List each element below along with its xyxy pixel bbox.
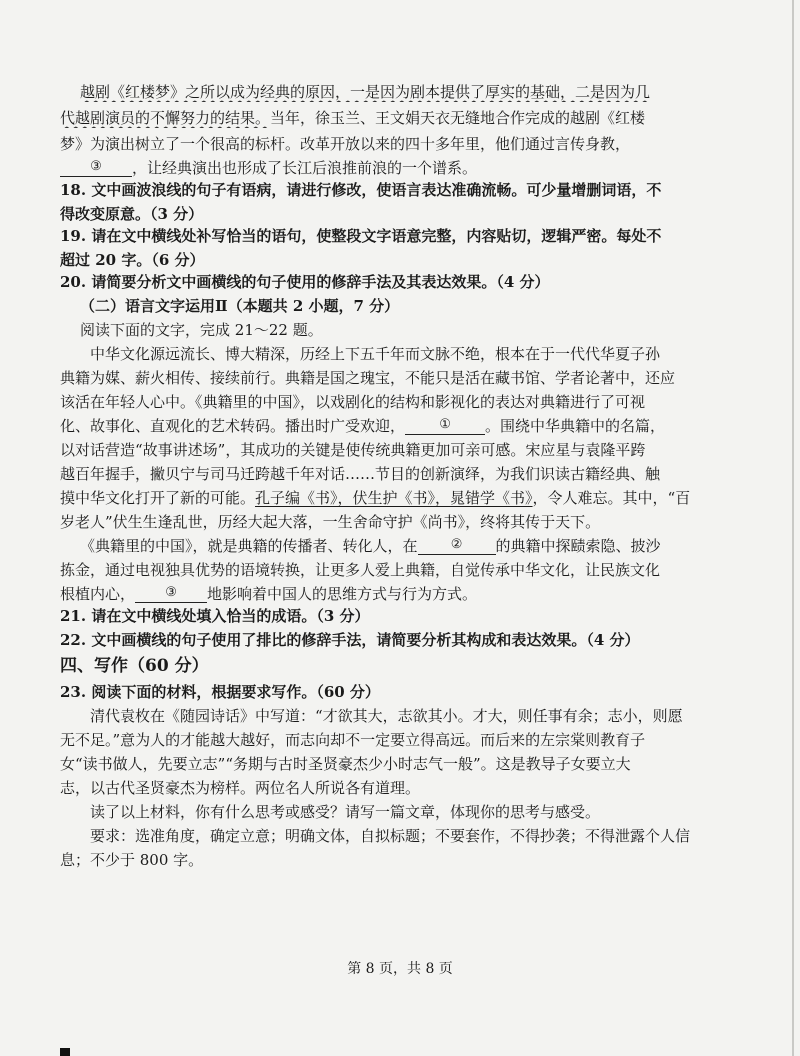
q23-line-7: 息；不少于 800 字。 <box>60 851 204 869</box>
p2-line-3: 该活在年轻人心中。《典籍里的中国》，以戏剧化的结构和影视化的表达对典籍进行了可视 <box>60 393 646 411</box>
blank-3[interactable]: ③ <box>135 584 207 603</box>
blank-3-top[interactable]: ③ <box>60 158 132 177</box>
p2-line-11: 根植内心， ③ 地影响着中国人的思维方式与行为方式。 <box>60 585 478 603</box>
p2-line-5: 以对话营造“故事讲述场”，其成功的关键是使传统典籍更加可亲可感。宋应星与袁隆平跨 <box>60 441 646 459</box>
question-19-cont: 超过 20 字。（6 分） <box>60 251 205 269</box>
blank-1[interactable]: ① <box>405 416 485 435</box>
section-2-title: （二）语言文字运用Ⅱ（本题共 2 小题，7 分） <box>80 297 400 315</box>
page-footer: 第 8 页，共 8 页 <box>347 961 453 977</box>
q23-line-1: 清代袁枚在《随园诗话》中写道：“才欲其大，志欲其小。才大，则任事有余；志小，则愿 <box>90 707 683 725</box>
question-18: 18. 文中画波浪线的句子有语病，请进行修改，使语言表达准确流畅。可少量增删词语，不 <box>60 181 662 199</box>
question-23: 23. 阅读下面的材料，根据要求写作。（60 分） <box>60 683 380 701</box>
page-edge-shadow <box>792 0 794 1056</box>
p2-line-1: 中华文化源远流长、博大精深，历经上下五千年而文脉不绝，根本在于一代代华夏子孙 <box>90 345 661 363</box>
wavy-sentence-part2: 代越剧演员的不懈努力的结果。 <box>60 109 271 127</box>
p2-line-4: 化、故事化、直观化的艺术转码。播出时广受欢迎， ① 。围绕中华典籍中的名篇， <box>60 417 666 435</box>
underlined-sentence: 孔子编《书》，伏生护《书》，晁错学《书》 <box>255 489 533 507</box>
question-21: 21. 请在文中横线处填入恰当的成语。（3 分） <box>60 607 370 625</box>
q23-line-5: 读了以上材料，你有什么思考或感受？请写一篇文章，体现你的思考与感受。 <box>90 803 601 821</box>
question-18-cont: 得改变原意。（3 分） <box>60 205 204 223</box>
passage-line-4: ③ ，让经典演出也形成了长江后浪推前浪的一个谱系。 <box>60 158 750 178</box>
passage-line-1 <box>80 82 770 102</box>
wavy-sentence-part1: 越剧《红楼梦》之所以成为经典的原因，一是因为剧本提供了厚实的基础，二是因为几 <box>80 83 651 101</box>
q23-line-4: 志，以古代圣贤豪杰为榜样。两位名人所说各有道理。 <box>60 779 421 797</box>
section-2-intro: 阅读下面的文字，完成 21～22 题。 <box>80 321 323 339</box>
p2-line-9: 《典籍里的中国》，就是典籍的传播者、转化人，在 ② 的典籍中探赜索隐、披沙 <box>80 537 661 555</box>
p2-line-2: 典籍为媒、薪火相传、接续前行。典籍是国之瑰宝，不能只是活在藏书馆、学者论著中，还应 <box>60 369 676 387</box>
passage-line-3: 梦》为演出树立了一个很高的标杆。改革开放以来的四十多年里，他们通过言传身教， <box>60 135 631 153</box>
p2-line-10: 拣金，通过电视独具优势的语境转换，让更多人爱上典籍，自觉传承中华文化，让民族文化 <box>60 561 661 579</box>
question-22: 22. 文中画横线的句子使用了排比的修辞手法，请简要分析其构成和表达效果。（4 分） <box>60 631 640 649</box>
question-20: 20. 请简要分析文中画横线的句子使用的修辞手法及其表达效果。（4 分） <box>60 273 550 291</box>
p2-line-6: 越百年握手，撇贝宁与司马迁跨越千年对话……节目的创新演绎，为我们识读古籍经典、触 <box>60 465 661 483</box>
blank-2[interactable]: ② <box>418 536 496 555</box>
p2-line-8: 岁老人”伏生生逢乱世，历经大起大落，一生舍命守护《尚书》，终将其传于天下。 <box>60 513 601 531</box>
passage-line-2: 代越剧演员的不懈努力的结果。当年，徐玉兰、王文娟天衣无缝地合作完成的越剧《红楼 <box>60 109 646 127</box>
q23-line-3: 女“读书做人，先要立志”“务期与古时圣贤豪杰少小时志气一般”。这是教导子女要立大 <box>60 755 631 773</box>
q23-line-6: 要求：选准角度，确定立意；明确文体，自拟标题；不要套作，不得抄袭；不得泄露个人信 <box>90 827 691 845</box>
question-19: 19. 请在文中横线处补写恰当的语句，使整段文字语意完整，内容贴切，逻辑严密。每处不 <box>60 227 662 245</box>
q23-line-2: 无不足。”意为人的才能越大越好，而志向却不一定要立得高远。而后来的左宗棠则教育子 <box>60 731 646 749</box>
section-4-title: 四、写作（60 分） <box>60 656 209 676</box>
p2-line-7: 摸中华文化打开了新的可能。孔子编《书》，伏生护《书》，晁错学《书》，令人难忘。其中，“百 <box>60 489 691 507</box>
scan-mark <box>60 1048 70 1056</box>
